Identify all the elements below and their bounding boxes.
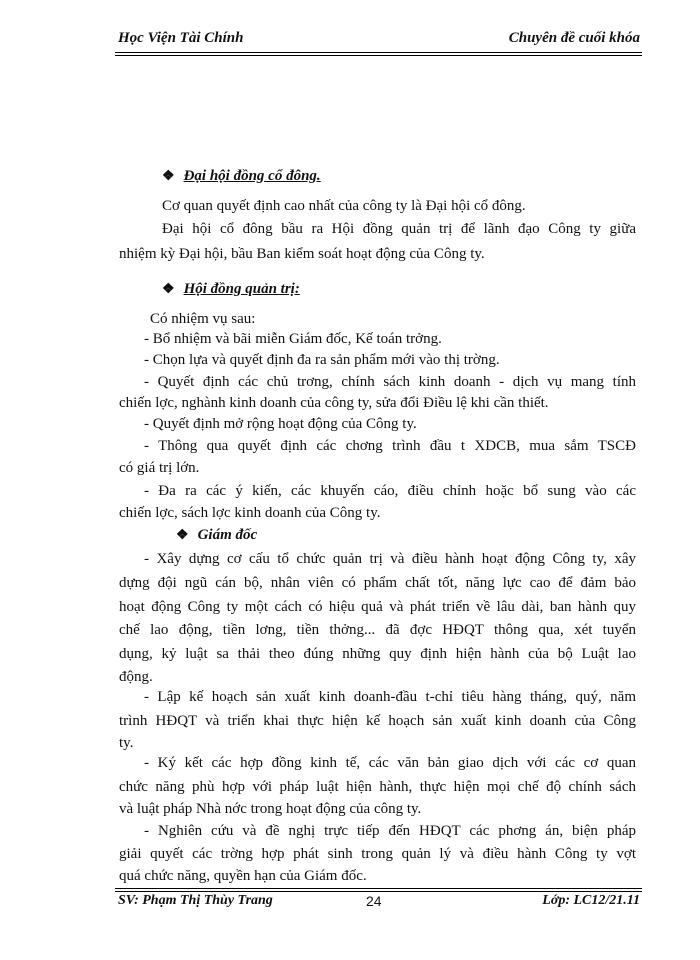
paragraph-line: Đại hội cổ đông bầu ra Hội đồng quản trị để lãnh đạo Công ty giữa	[162, 221, 636, 237]
footer-rule	[115, 888, 642, 892]
list-item: - Ký kết các hợp đồng kinh tế, các văn bản giao dịch với các cơ quan	[144, 755, 636, 771]
section-heading: ❖ Hội đồng quản trị:	[162, 281, 300, 297]
paragraph-line: Có nhiệm vụ sau:	[150, 311, 256, 327]
list-item: - Xây dựng cơ cấu tổ chức quản trị và điều hành hoạt động Công ty, xây	[144, 551, 636, 567]
list-item-cont: trình HĐQT và triển khai thực hiện kế hoạch sản xuất kinh doanh của Công	[119, 713, 636, 729]
paragraph-line: Cơ quan quyết định cao nhất của công ty là Đại hội cổ đông.	[162, 198, 526, 214]
list-item-cont: chế lao động, tiền lơng, tiền thởng... đã đợc HĐQT thông qua, xét tuyển	[119, 622, 636, 638]
list-item-cont: quá chức năng, quyền hạn của Giám đốc.	[119, 868, 367, 884]
list-item: - Nghiên cứu và đề nghị trực tiếp đến HĐQT các phơng án, biện pháp	[144, 823, 636, 839]
list-item: - Bổ nhiệm và bãi miễn Giám đốc, Kế toán trởng.	[144, 331, 442, 347]
list-item-cont: dựng đội ngũ cán bộ, nhân viên có phẩm chất tốt, năng lực cao để đảm bảo	[119, 575, 636, 591]
diamond-bullet-icon: ❖	[162, 169, 175, 184]
section-heading: ❖ Đại hội đồng cổ đông.	[162, 168, 321, 184]
list-item-cont: hoạt động Công ty một cách có hiệu quả và phát triển về lâu dài, ban hành quy	[119, 599, 636, 615]
footer-student: SV: Phạm Thị Thùy Trang	[118, 893, 273, 908]
footer-class: Lớp: LC12/21.11	[542, 893, 640, 908]
header-doc-type: Chuyên đề cuối khóa	[508, 30, 640, 46]
list-item-cont: ty.	[119, 735, 134, 751]
list-item: - Đa ra các ý kiến, các khuyến cáo, điều chỉnh hoặc bổ sung vào các	[144, 483, 636, 499]
list-item-cont: có giá trị lớn.	[119, 460, 200, 476]
page-number: 24	[366, 893, 382, 909]
list-item-cont: chiến lợc, sách lợc kinh doanh của Công ty.	[119, 505, 381, 521]
list-item: - Quyết định các chủ trơng, chính sách kinh doanh - dịch vụ mang tính	[144, 374, 636, 390]
diamond-bullet-icon: ❖	[162, 282, 175, 297]
paragraph-line: nhiệm kỳ Đại hội, bầu Ban kiểm soát hoạt động của Công ty.	[119, 246, 485, 262]
list-item-cont: dụng, kỷ luật sa thải theo đúng những quy định hiện hành của bộ Luật lao	[119, 646, 636, 662]
list-item-cont: giải quyết các trờng hợp phát sinh trong quản lý và điều hành Công ty vợt	[119, 846, 636, 862]
diamond-bullet-icon: ❖	[176, 528, 189, 543]
list-item: - Chọn lựa và quyết định đa ra sản phẩm mới vào thị trờng.	[144, 352, 500, 368]
list-item-cont: và luật pháp Nhà nớc trong hoạt động của công ty.	[119, 801, 422, 817]
section-heading: ❖ Giám đốc	[176, 527, 258, 543]
header-school: Học Viện Tài Chính	[118, 30, 244, 46]
list-item-cont: chức năng phù hợp với pháp luật hiện hành, thực hiện mọi chế độ chính sách	[119, 779, 636, 795]
list-item-cont: chiến lợc, nghành kinh doanh của công ty, sửa đổi Điều lệ khi cần thiết.	[119, 395, 549, 411]
header-rule	[115, 52, 642, 56]
list-item: - Lập kế hoạch sản xuất kinh doanh-đầu t-chỉ tiêu hàng tháng, quý, năm	[144, 689, 636, 705]
list-item: - Thông qua quyết định các chơng trình đầu t XDCB, mua sắm TSCĐ	[144, 438, 636, 454]
list-item-cont: động.	[119, 669, 153, 685]
list-item: - Quyết định mở rộng hoạt động của Công ty.	[144, 416, 417, 432]
